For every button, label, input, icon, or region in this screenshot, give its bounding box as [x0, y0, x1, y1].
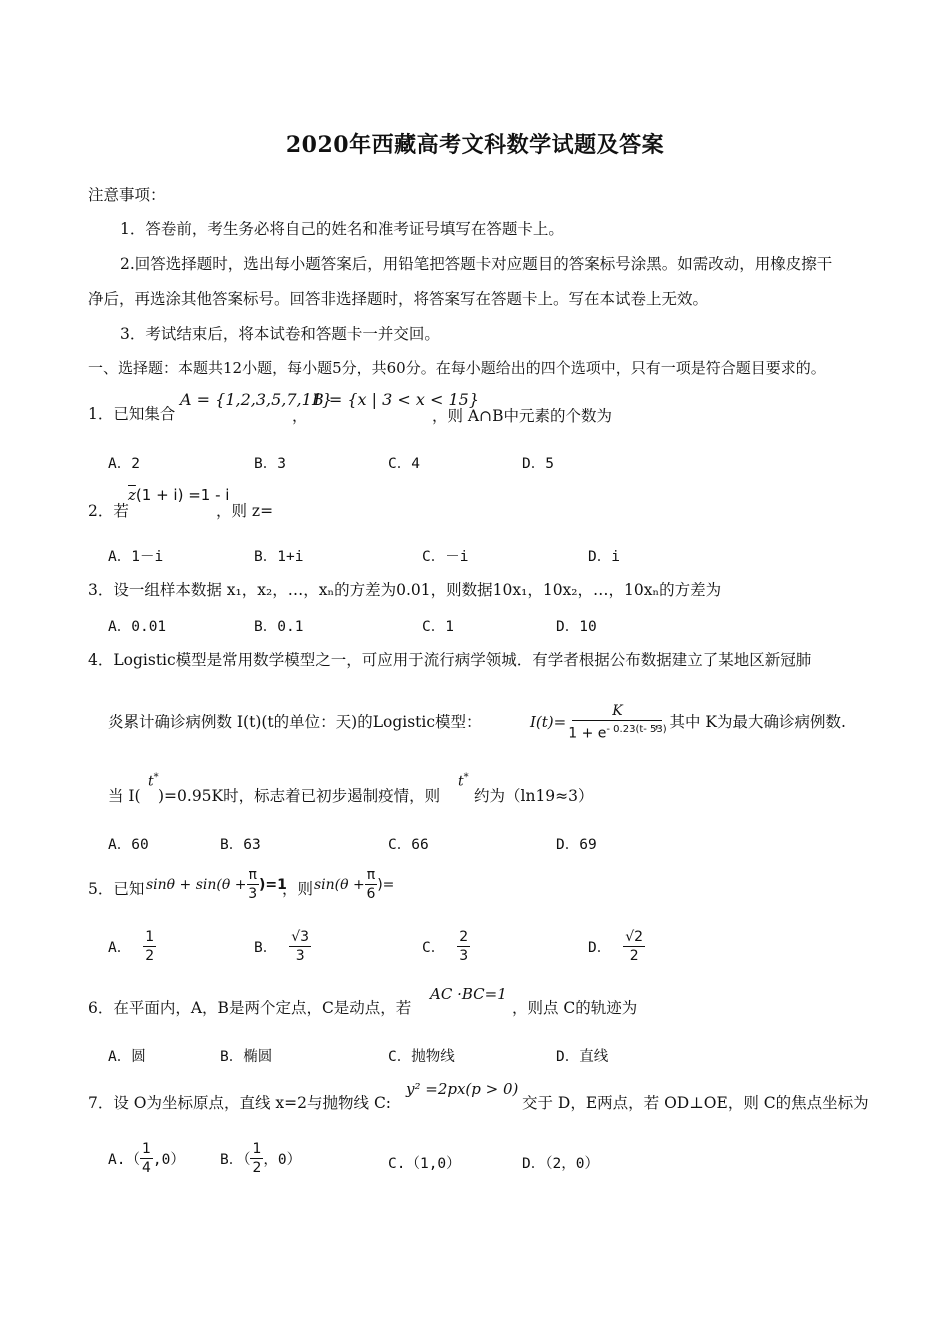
question-1 — [88, 404, 175, 424]
q6-suffix: ，则点 C的轨迹为 — [512, 999, 638, 1017]
notice-item: 3．考试结束后，将本试卷和答题卡一并交回。 — [120, 325, 440, 343]
q4-tstar-2: t* — [458, 772, 469, 790]
q4-line3-b: )=0.95K时，标志着已初步遏制疫情，则 — [158, 787, 441, 805]
q4-formula-denominator — [568, 721, 666, 743]
q4-formula-exponent: - 0.23(t- 53) — [606, 724, 667, 735]
q4-line3-a: 当 I( — [108, 787, 141, 805]
q2-option-a: A．1－i — [108, 549, 164, 565]
q5-expr-a: sinθ + sin(θ + — [146, 876, 247, 893]
q4-line3-c: 约为（ln19≈3） — [474, 787, 594, 805]
q2-option-d: D．i — [588, 549, 620, 565]
q4-formula-fraction — [568, 702, 666, 743]
q2-suffix: ，则 z= — [216, 502, 274, 520]
q1-prefix: 1．已知集合 — [88, 405, 176, 423]
section-heading: 一、选择题：本题共12小题，每小题5分，共60分。在每小题给出的四个选项中，只有一项是符合题目要求的。 — [88, 359, 826, 377]
q1-suffix: ，则 A∩B中元素的个数为 — [432, 407, 612, 425]
q5-expr-2 — [314, 866, 394, 903]
q1-set-a: A = {1,2,3,5,7,11} — [180, 390, 333, 409]
q2-expr — [128, 486, 229, 504]
q4-formula-numerator: K — [572, 702, 662, 721]
q5-option-a: A． $\frac{1}{2}$ — [108, 929, 155, 964]
q5-mid: ，则 — [282, 880, 314, 898]
q6-option-b: B．椭圆 — [220, 1049, 273, 1065]
q5-expr-b: )=1 — [258, 876, 287, 893]
q2-expr-text: (1 + i) =1 - i — [135, 486, 230, 504]
q4-option-d: D．69 — [556, 837, 597, 853]
q5-pi-over-6: $\frac{\pi}{6}$ — [366, 867, 376, 902]
notice-item: 2.回答选择题时，选出每小题答案后，用铅笔把答题卡对应题目的答案标号涂黑。如需改动，用橡皮擦干 — [120, 255, 833, 273]
q5-pi-over-3: $\frac{\pi}{3}$ — [248, 867, 258, 902]
q4-formula-base: 1 + e — [568, 725, 607, 742]
q6-option-c: C．抛物线 — [388, 1049, 455, 1065]
q3-option-c: C．1 — [422, 619, 454, 635]
q6-option-a: A．圆 — [108, 1049, 146, 1065]
q7-expr: y² =2px(p > 0) — [406, 1080, 519, 1098]
q4-formula-lhs: I(t)= — [530, 713, 567, 732]
q7-suffix: 交于 D，E两点，若 OD⊥OE，则 C的焦点坐标为 — [522, 1094, 869, 1112]
q4-line2-suffix: ，其中 K为最大确诊病例数. — [654, 713, 846, 731]
q3-text: 3．设一组样本数据 x₁，x₂，…，xₙ的方差为0.01，则数据10x₁，10x₂，…，10xₙ的方差为 — [88, 581, 722, 599]
q5-option-d: D． $\frac{√2}{2}$ — [588, 929, 644, 964]
q1-option-b: B．3 — [254, 456, 286, 472]
q5-expr-1 — [146, 866, 287, 903]
q7-option-b: B．（ $\frac{1}{2}$ ，0） — [220, 1141, 302, 1176]
q5-prefix: 5．已知 — [88, 880, 145, 898]
q2-option-b: B．1+i — [254, 549, 304, 565]
q1-option-c: C．4 — [388, 456, 420, 472]
q4-tstar: t* — [148, 772, 159, 790]
notice-heading: 注意事项： — [88, 186, 166, 204]
q1-comma: ， — [292, 407, 308, 425]
q4-option-b: B．63 — [220, 837, 261, 853]
q2-option-c: C．－i — [422, 549, 469, 565]
q4-formula — [530, 702, 667, 743]
q5-option-c: C． $\frac{2}{3}$ — [422, 929, 469, 964]
notice-item: 净后，再选涂其他答案标号。回答非选择题时，将答案写在答题卡上。写在本试卷上无效。 — [88, 290, 709, 308]
q1-option-d: D．5 — [522, 456, 554, 472]
q7-option-c: C.（1,0） — [388, 1156, 461, 1172]
q1-set-b: B = {x | 3 < x < 15} — [312, 390, 479, 409]
q7-option-d: D．（2，0） — [522, 1156, 599, 1172]
q5-expr-c: sin(θ + — [314, 876, 365, 893]
q2-prefix: 2．若 — [88, 502, 129, 520]
q7-option-a: A.（ $\frac{1}{4}$ ,0） — [108, 1141, 185, 1176]
q6-prefix: 6．在平面内，A，B是两个定点，C是动点，若 — [88, 999, 412, 1017]
q1-option-a: A．2 — [108, 456, 140, 472]
q4-line2-prefix: 炎累计确诊病例数 I(t)(t的单位：天)的Logistic模型： — [108, 713, 482, 731]
q6-option-d: D．直线 — [556, 1049, 609, 1065]
q3-option-b: B．0.1 — [254, 619, 304, 635]
q3-option-d: D．10 — [556, 619, 597, 635]
q4-line1: 4．Logistic模型是常用数学模型之一，可应用于流行病学领城．有学者根据公布数据建立了某地区新冠肺 — [88, 651, 812, 669]
q2-zbar: $\overline{z}$ — [128, 486, 136, 504]
q4-option-a: A．60 — [108, 837, 149, 853]
page-title: 2020年西藏高考文科数学试题及答案 — [285, 132, 665, 158]
q5-expr-d: )= — [377, 876, 395, 893]
q3-option-a: A．0.01 — [108, 619, 167, 635]
notice-item: 1．答卷前，考生务必将自己的姓名和准考证号填写在答题卡上。 — [120, 220, 564, 238]
q5-option-b: B． $\frac{√3}{3}$ — [254, 929, 310, 964]
q4-option-c: C．66 — [388, 837, 429, 853]
q6-expr: AC ·BC=1 — [430, 985, 507, 1003]
q7-prefix: 7．设 O为坐标原点，直线 x=2与抛物线 C: — [88, 1094, 392, 1112]
